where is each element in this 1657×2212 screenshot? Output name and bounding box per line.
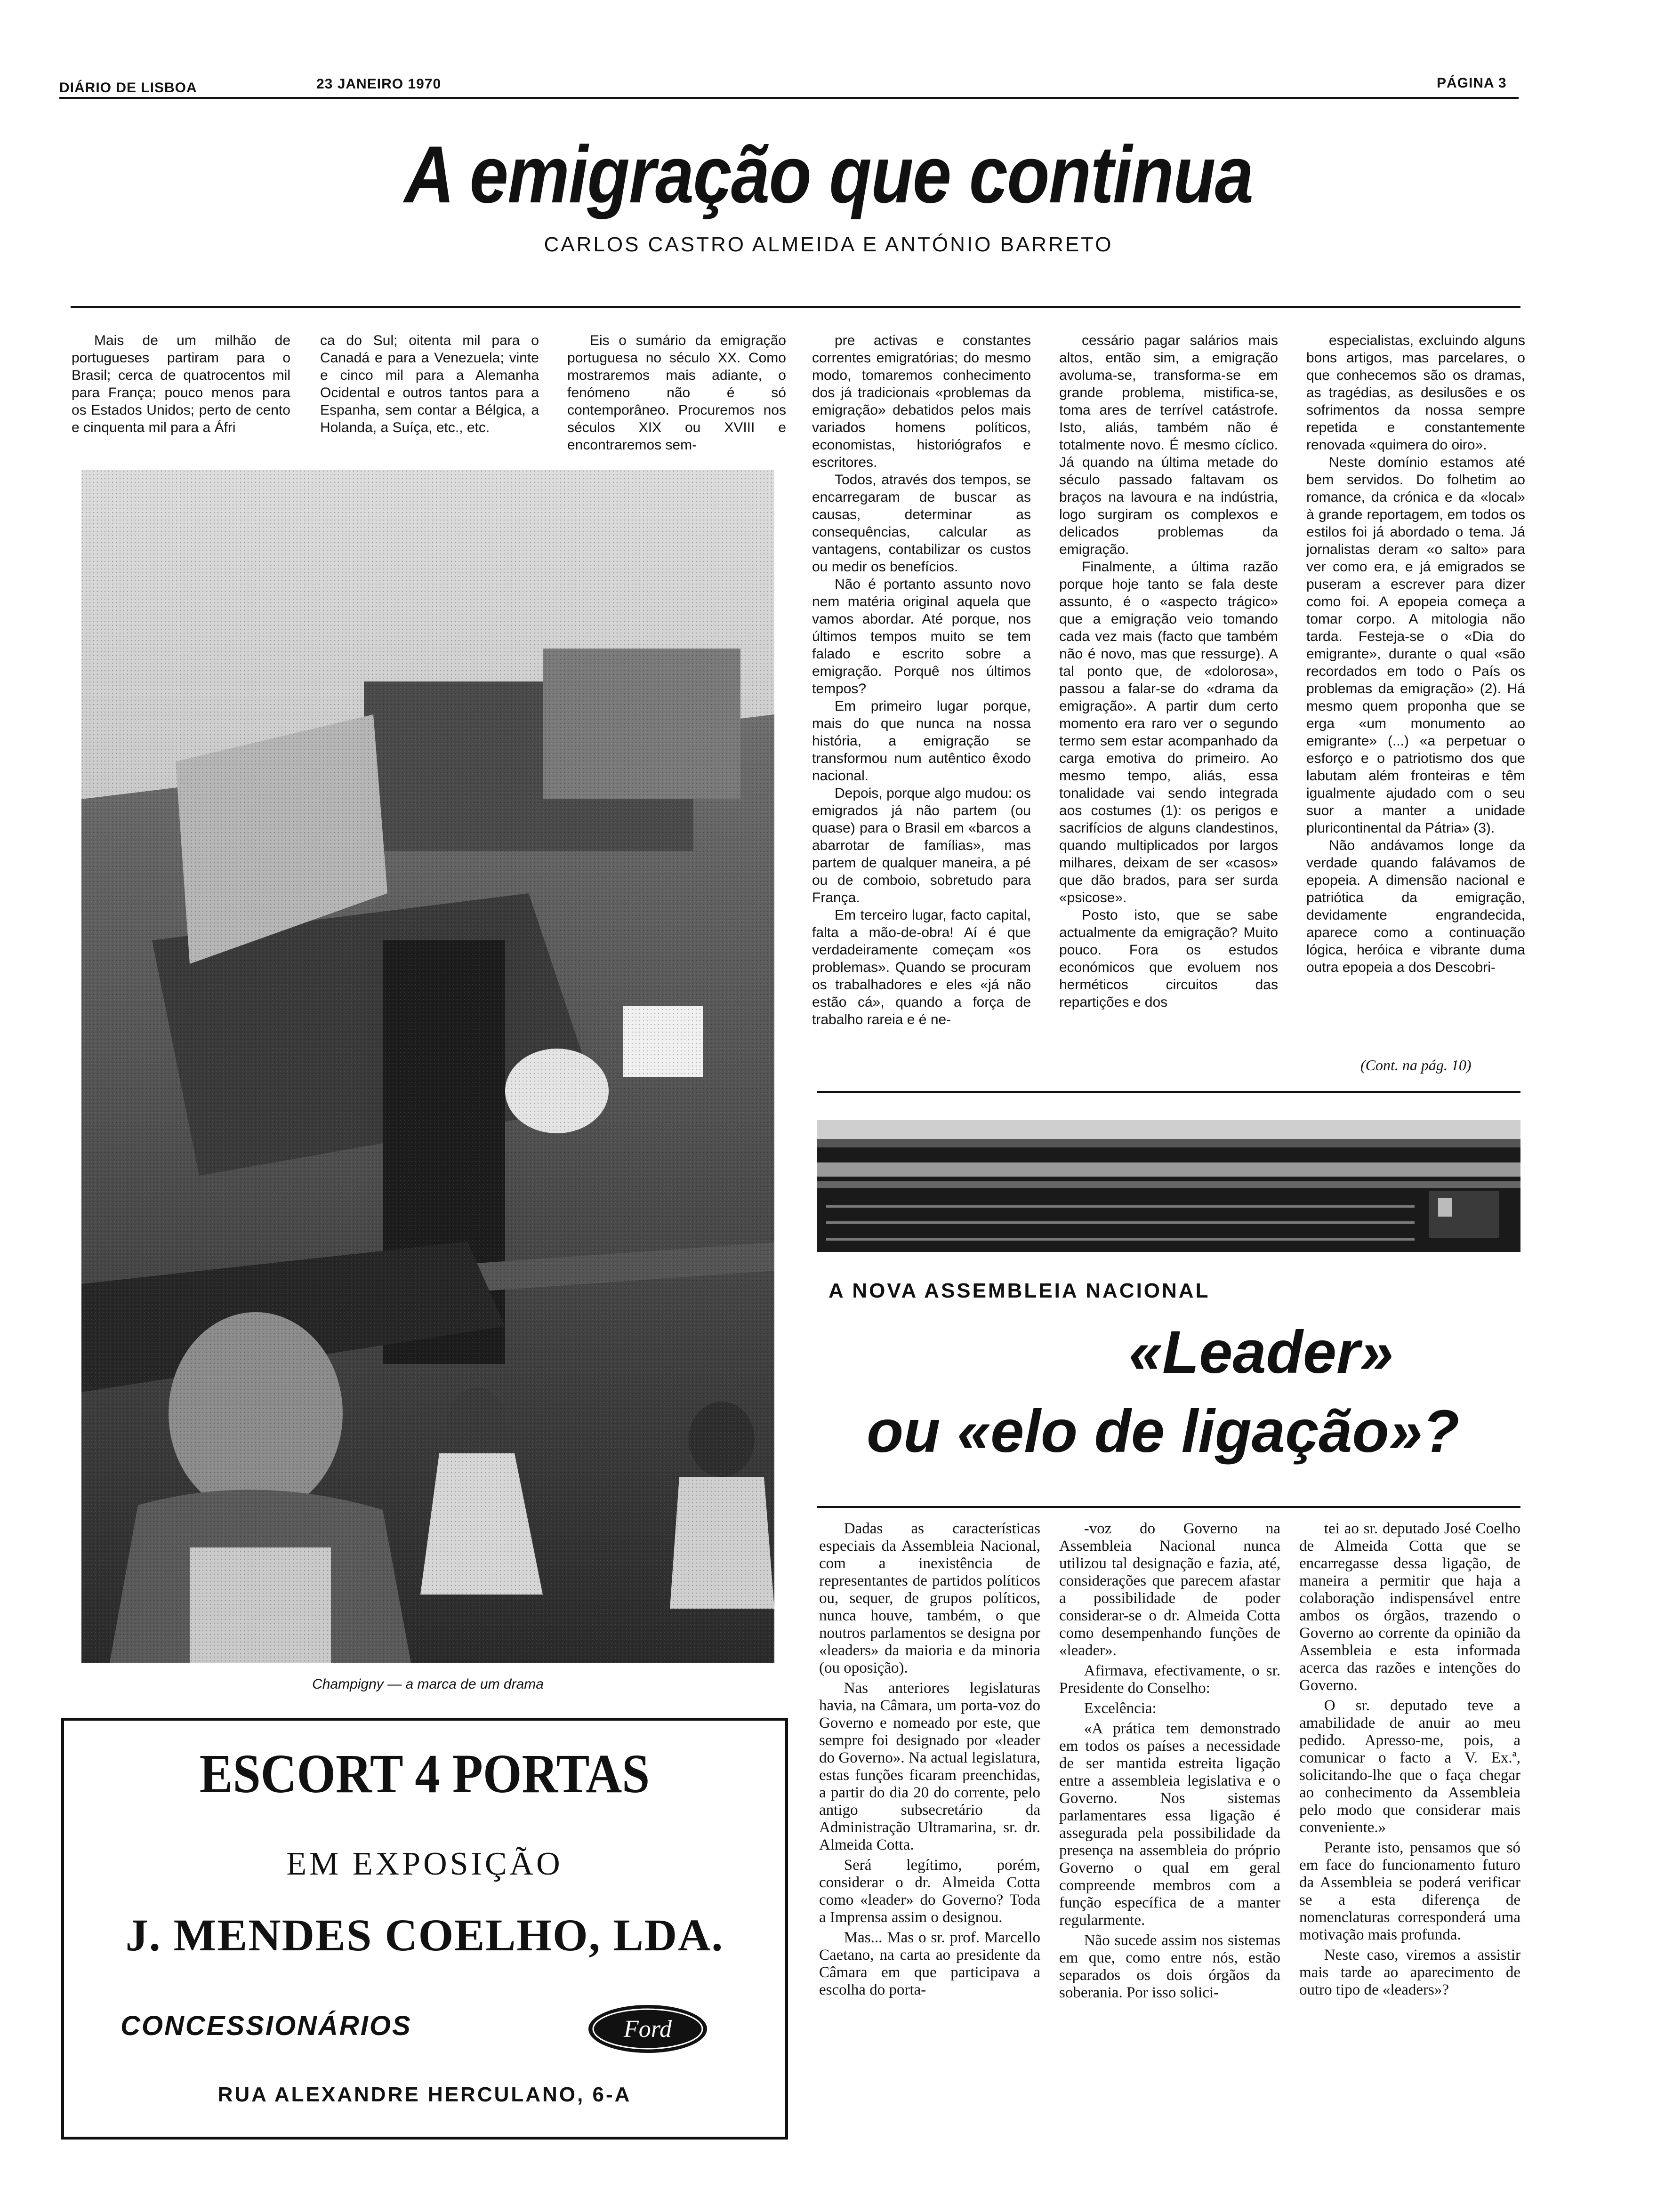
- advert-headline: ESCORT 4 PORTAS: [199, 1743, 650, 1804]
- article-paragraph: pre activas e constantes correntes emigratórias; do mesmo modo, tomaremos conhecimento dos já tradicionais «problemas da emigração» debatidos pelos mais variados homens políticos, economistas, historiógrafos e escritores.: [812, 333, 1031, 470]
- assembly-paragraph: Perante isto, pensamos que só em face do funcionamento futuro da Assembleia se poderá verificar se a esta diferença de nomenclaturas corresponderá uma motivação mais profunda.: [1299, 1839, 1520, 1943]
- continued-note: (Cont. na pág. 10): [1360, 1057, 1472, 1074]
- advert-dealer-type: CONCESSIONÁRIOS: [121, 2011, 412, 2041]
- assembly-photo: [817, 1120, 1520, 1252]
- article-paragraph: Não andávamos longe da verdade quando falávamos de epopeia. A dimensão nacional e patriótica da emigração, devidamente engrandecida, aparece como a continuação lógica, heróica e vibrante duma outra epopeia a dos Descobri-: [1306, 838, 1525, 975]
- article-paragraph: Mais de um milhão de portugueses partiram para o Brasil; cerca de quatrocentos mil para França; pouco menos para os Estados Unidos; perto de cento e cinquenta mil para a Áfri: [72, 333, 290, 435]
- assembly-column-2: [1059, 1520, 1280, 2132]
- page-number: PÁGINA 3: [1437, 75, 1507, 91]
- header-rule: [59, 97, 1519, 99]
- article-paragraph: Finalmente, a última razão porque hoje tanto se fala deste assunto, é o «aspecto trágico» que a emigração veio tomando cada vez mais (facto que também não é novo, mas que ressurge). A tal ponto que, de «dolorosa», passou a falar-se do «drama da emigração». A partir dum certo momento era raro ver o segundo termo sem estar acompanhado da carga emotiva do primeiro. Ao mesmo tempo, aliás, essa tonalidade vai sendo integrada aos costumes (1): os perigos e sacrifícios de alguns clandestinos, quando multiplicados por largos milhares, deixam de ser «casos» que dão brados, para ser surda «psicose».: [1059, 559, 1278, 906]
- article-paragraph: ca do Sul; oitenta mil para o Canadá e para a Venezuela; vinte e cinco mil para a Alemanha Ocidental e outros tantos para a Espanha, sem contar a Bélgica, a Holanda, a Suíça, etc., etc.: [320, 333, 539, 435]
- article-end-rule: [817, 1091, 1520, 1093]
- article-authors: CARLOS CASTRO ALMEIDA E ANTÓNIO BARRETO: [544, 233, 1113, 256]
- assembly-rule: [817, 1506, 1520, 1508]
- assembly-paragraph: Neste caso, viremos a assistir mais tarde ao aparecimento de outro tipo de «leaders»?: [1299, 1947, 1520, 1998]
- assembly-paragraph: Afirmava, efectivamente, o sr. Presidente do Conselho:: [1059, 1662, 1280, 1697]
- article-column-2a: [320, 332, 539, 454]
- article-paragraph: Depois, porque algo mudou: os emigrados já não partem (ou quase) para o Brasil em «barcos a abarrotar de famílias», mas partem de qualquer maneira, a pé ou de comboio, sobretudo para França.: [812, 785, 1031, 906]
- assembly-paragraph: Mas... Mas o sr. prof. Marcello Caetano, na carta ao presidente da Câmara em que participava a escolha do porta-: [819, 1929, 1040, 1998]
- ford-logo-text: Ford: [623, 2016, 672, 2043]
- advert-address: RUA ALEXANDRE HERCULANO, 6-A: [217, 2083, 632, 2106]
- article-paragraph: Todos, através dos tempos, se encarregaram de buscar as causas, determinar as consequências, calcular as vantagens, contabilizar os custos ou medir os benefícios.: [812, 472, 1031, 575]
- assembly-paragraph: Dadas as características especiais da Assembleia Nacional, com a inexistência de representantes de partidos políticos ou, sequer, de grupos políticos, nunca houve, também, o que noutros parlamentos se designa por «leaders» da maioria e da minoria (ou oposição).: [819, 1520, 1040, 1676]
- advert-dealer: J. MENDES COELHO, LDA.: [125, 1910, 724, 1960]
- assembly-paragraph: Será legítimo, porém, considerar o dr. Almeida Cotta como «leader» do Governo? Toda a Imprensa assim o designou.: [819, 1857, 1040, 1926]
- assembly-column-3: [1299, 1520, 1520, 2132]
- assembly-paragraph: Não sucede assim nos sistemas em que, como entre nós, estão separados os dois órgãos da soberania. Por isso solici-: [1059, 1932, 1280, 2001]
- assembly-paragraph: O sr. deputado teve a amabilidade de anuir ao meu pedido. Apresso-me, pois, a comunicar o facto a V. Ex.ª, solicitando-lhe que o faça chegar ao conhecimento da Assembleia pelo modo que considerar mais conveniente.»: [1299, 1697, 1520, 1836]
- article-paragraph: Posto isto, que se sabe actualmente da emigração? Muito pouco. Fora os estudos económicos que evoluem nos herméticos circuitos das repartições e dos: [1059, 907, 1278, 1010]
- article-column-3: [812, 332, 1031, 1073]
- issue-date: 23 JANEIRO 1970: [316, 76, 442, 92]
- article-column-5: [1306, 332, 1525, 1059]
- article-paragraph: Não é portanto assunto novo nem matéria original aquela que vamos abordar. Até porque, nos últimos tempos muito se tem falado e escrito sobre a emigração. Porquê nos últimos tempos?: [812, 577, 1031, 697]
- assembly-headline-1: «Leader»: [1128, 1319, 1393, 1386]
- article-column-2: [567, 332, 786, 454]
- article-paragraph: Neste domínio estamos até bem servidos. Do folhetim ao romance, da crónica e da «local» à grande reportagem, em todos os estilos foi já abordado o tema. Já jornalistas deram «o salto» para ver como era, e já emigrados se puseram a escrever para dizer como foi. A epopeia começa a tomar corpo. A mitologia não tarda. Festeja-se o «Dia do emigrante», durante o qual «são recordados em todo o País os problemas da emigração» (2). Há mesmo quem proponha que se erga «um monumento ao emigrante» (...) «a perpetuar o esforço e o patriotismo dos que labutam além fronteiras e têm igualmente ajudado com o seu suor a manter a unidade pluricontinental da Pátria» (3).: [1306, 455, 1525, 836]
- ford-escort-advert: [61, 1718, 788, 2140]
- assembly-paragraph: -voz do Governo na Assembleia Nacional nunca utilizou tal designação e fazia, até, considerações que parecem afastar a possibilidade de poder considerar-se o dr. Almeida Cotta como desempenhando funções de «leader».: [1059, 1520, 1280, 1659]
- article-column-4: [1059, 332, 1278, 1073]
- article-paragraph: Em terceiro lugar, facto capital, falta a mão-de-obra! Aí é que verdadeiramente começam «os problemas». Quando se procuram os trabalhadores e eles «já não estão cá», quando a força de trabalho rareia e é ne-: [812, 907, 1031, 1027]
- article-paragraph: especialistas, excluindo alguns bons artigos, mas parcelares, o que conhecemos são os dramas, as tragédias, as desilusões e os sofrimentos da nossa sempre repetida e constantemente renovada «quimera do oiro».: [1306, 333, 1525, 453]
- article-paragraph: Eis o sumário da emigração portuguesa no século XX. Como mostraremos mais adiante, o fenómeno não é só contemporâneo. Procuremos nos séculos XIX ou XVIII e encontraremos sem-: [567, 333, 786, 453]
- article-column-1: [72, 332, 290, 454]
- article-title: A emigração que continua: [404, 129, 1253, 220]
- article-paragraph: cessário pagar salários mais altos, então sim, a emigração avoluma-se, transforma-se em grande problema, mistifica-se, toma ares de terrível catástrofe. Isto, aliás, também não é totalmente novo. É mesmo cíclico. Já quando na última metade do século passado faltavam os braços na lavoura e na indústria, logo surgiram os complexos e delicados problemas da emigração.: [1059, 333, 1278, 557]
- assembly-paragraph: tei ao sr. deputado José Coelho de Almeida Cotta que se encarregasse dessa ligação, de maneira a permitir que haja a colaboração indispensável entre ambos os órgãos, trazendo o Governo ao corrente da opinião da Assembleia e esta informada acerca das razões e intenções do Governo.: [1299, 1520, 1520, 1694]
- article-paragraph: Em primeiro lugar porque, mais do que nunca na nossa história, a emigração se transformou num autêntico êxodo nacional.: [812, 698, 1031, 784]
- newspaper-name: DIÁRIO DE LISBOA: [59, 80, 197, 96]
- assembly-headline-2: ou «elo de ligação»?: [867, 1398, 1459, 1465]
- assembly-column-1: [819, 1520, 1040, 2132]
- assembly-paragraph: «A prática tem demonstrado em todos os países a necessidade de ser mantida estreita ligação entre a assembleia legislativa e o Governo. Nos sistemas parlamentares essa ligação é assegurada pela possibilidade da presença na assembleia do próprio Governo o qual em geral compreende membros com a função específica de a manter regularmente.: [1059, 1720, 1280, 1929]
- assembly-paragraph: Excelência:: [1084, 1700, 1157, 1717]
- advert-subhead: EM EXPOSIÇÃO: [286, 1846, 563, 1882]
- assembly-paragraph: Nas anteriores legislaturas havia, na Câmara, um porta-voz do Governo e nomeado por este, que sempre foi designado por «leader do Governo». Na actual legislatura, estas funções ficaram preenchidas, a partir do dia 20 do corrente, pelo antigo subsecretário da Administração Ultramarina, sr. dr. Almeida Cotta.: [819, 1680, 1040, 1853]
- photo-caption: Champigny — a marca de um drama: [312, 1676, 544, 1692]
- champigny-photo: [81, 470, 774, 1663]
- title-rule: [71, 306, 1520, 308]
- assembly-kicker: A NOVA ASSEMBLEIA NACIONAL: [828, 1279, 1210, 1302]
- ford-logo: [587, 2003, 709, 2055]
